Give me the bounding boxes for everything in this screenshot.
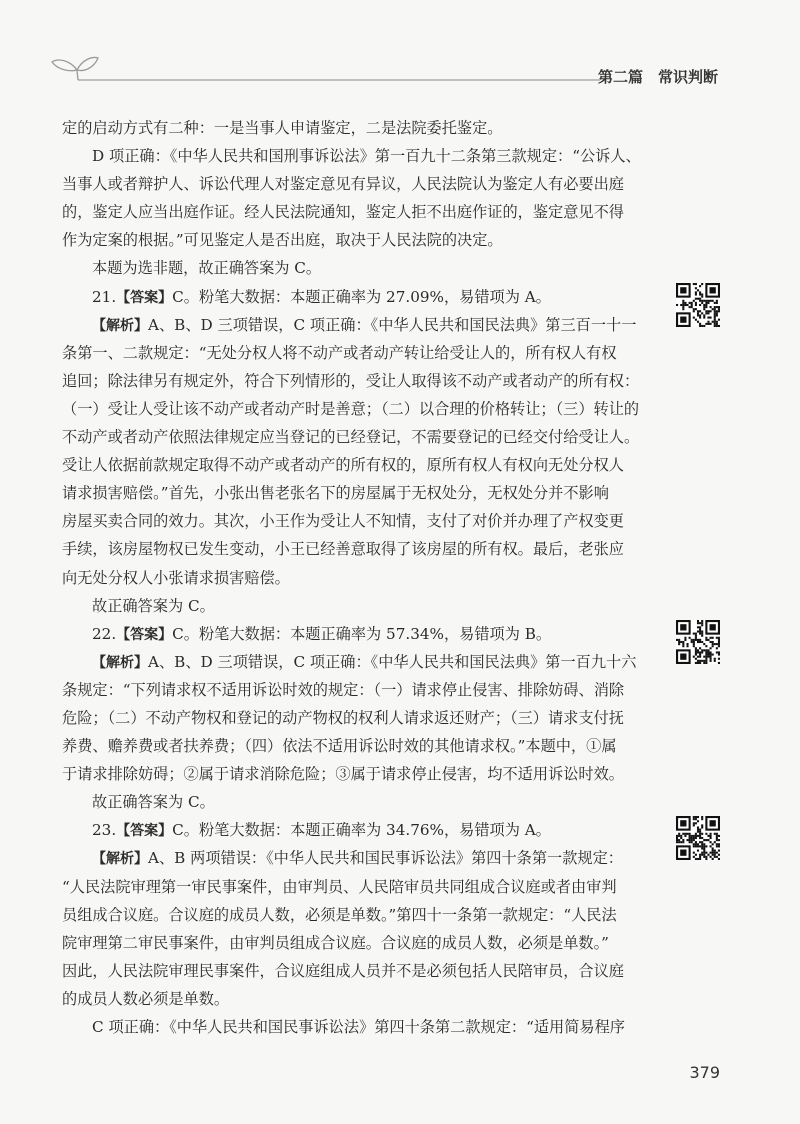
qr-code-21-icon	[676, 283, 720, 327]
page-header	[0, 0, 800, 100]
line-text: 故正确答案为 C。	[92, 596, 215, 615]
text-line	[62, 507, 656, 535]
line-text: 手续，该房屋物权已发生变动，小王已经善意取得了该房屋的所有权。最后，老张应	[62, 540, 624, 559]
line-text: 的成员人数必须是单数。	[62, 989, 230, 1008]
analysis-label: 【解析】	[92, 654, 148, 671]
text-line	[62, 873, 656, 901]
text-line	[62, 142, 656, 170]
text-line	[62, 226, 656, 254]
text-line	[62, 816, 656, 844]
line-text: 养费、赡养费或者扶养费；（四）依法不适用诉讼时效的其他请求权。”本题中，①属	[62, 737, 617, 756]
section-title: 第二篇 常识判断	[597, 68, 718, 86]
page-number: 379	[689, 1063, 720, 1082]
leaf-sprout-icon	[52, 58, 98, 81]
text-line	[62, 564, 656, 592]
answer-label: 【答案】	[116, 823, 173, 840]
text-line	[62, 704, 656, 732]
text-line	[62, 760, 656, 788]
text-line	[62, 957, 656, 985]
text-line	[62, 732, 656, 760]
text-line	[62, 395, 656, 423]
line-text: 于请求排除妨碍；②属于请求消除危险；③属于请求停止侵害，均不适用诉讼时效。	[62, 765, 624, 784]
text-line	[62, 423, 656, 451]
answer-label: 【答案】	[116, 626, 173, 643]
text-line	[62, 985, 656, 1013]
text-line	[62, 844, 656, 872]
answer-label: 【答案】	[116, 289, 173, 306]
qr-code-22-icon	[676, 620, 720, 664]
line-text: A、B 两项错误：《中华人民共和国民事诉讼法》第四十条第一款规定：	[148, 849, 623, 868]
text-line	[62, 901, 656, 929]
line-text: 追回；除法律另有规定外，符合下列情形的，受让人取得该不动产或者动产的所有权：	[62, 371, 640, 390]
line-text: “人民法院审理第一审民事案件，由审判员、人民陪审员共同组成合议庭或者由审判	[62, 877, 617, 896]
qr-code-23-icon	[676, 816, 720, 860]
text-line	[62, 929, 656, 957]
line-text: C。粉笔大数据：本题正确率为 57.34%，易错项为 B。	[172, 624, 552, 643]
question-number: 23.	[92, 821, 117, 840]
text-line	[62, 592, 656, 620]
text-line	[62, 451, 656, 479]
question-number: 22.	[92, 624, 117, 643]
line-text: A、B、D 三项错误，C 项正确：《中华人民共和国民法典》第三百一十一	[148, 315, 637, 334]
line-text: 向无处分权人小张请求损害赔偿。	[62, 568, 290, 587]
line-text: 的，鉴定人应当出庭作证。经人民法院通知，鉴定人拒不出庭作证的，鉴定意见不得	[62, 203, 624, 222]
line-text: 危险；（二）不动产物权和登记的动产物权的权利人请求返还财产；（三）请求支付抚	[62, 708, 624, 727]
text-line	[62, 367, 656, 395]
line-text: 当事人或者辩护人、诉讼代理人对鉴定意见有异议，人民法院认为鉴定人有必要出庭	[62, 175, 624, 194]
line-text: 请求损害赔偿。”首先，小张出售老张名下的房屋属于无权处分，无权处分并不影响	[62, 484, 609, 503]
document-body	[62, 114, 656, 1041]
question-number: 21.	[92, 287, 117, 306]
analysis-label: 【解析】	[92, 317, 148, 334]
line-text: 条规定：“下列请求权不适用诉讼时效的规定：（一）请求停止侵害、排除妨碍、消除	[62, 680, 625, 699]
line-text: 作为定案的根据。”可见鉴定人是否出庭，取决于人民法院的决定。	[62, 231, 503, 250]
text-line	[62, 254, 656, 282]
line-text: 院审理第二审民事案件，由审判员组成合议庭。合议庭的成员人数，必须是单数。”	[62, 933, 609, 952]
line-text: 故正确答案为 C。	[92, 793, 215, 812]
line-text: A、B、D 三项错误，C 项正确：《中华人民共和国民法典》第一百九十六	[148, 652, 637, 671]
text-line	[62, 788, 656, 816]
text-line	[62, 311, 656, 339]
text-line	[62, 620, 656, 648]
line-text: （一）受让人受让该不动产或者动产时是善意；（二）以合理的价格转让；（三）转让的	[62, 399, 640, 418]
line-text: 房屋买卖合同的效力。其次，小王作为受让人不知情，支付了对价并办理了产权变更	[62, 512, 624, 531]
text-line	[62, 648, 656, 676]
text-line	[62, 1013, 656, 1041]
text-line	[62, 170, 656, 198]
line-text: 本题为选非题，故正确答案为 C。	[92, 259, 322, 278]
line-text: 定的启动方式有二种：一是当事人申请鉴定，二是法院委托鉴定。	[62, 119, 503, 137]
text-line	[62, 339, 656, 367]
line-text: C。粉笔大数据：本题正确率为 34.76%，易错项为 A。	[172, 821, 551, 840]
analysis-label: 【解析】	[92, 851, 148, 868]
line-text: 受让人依据前款规定取得不动产或者动产的所有权的，原所有权人有权向无处分权人	[62, 456, 624, 475]
text-line	[62, 676, 656, 704]
text-line	[62, 198, 656, 226]
line-text: 因此，人民法院审理民事案件，合议庭组成人员并不是必须包括人民陪审员，合议庭	[62, 961, 624, 980]
text-line	[62, 479, 656, 507]
text-line	[62, 114, 656, 142]
line-text: C。粉笔大数据：本题正确率为 27.09%，易错项为 A。	[172, 287, 551, 306]
line-text: D 项正确：《中华人民共和国刑事诉讼法》第一百九十二条第三款规定：“公诉人、	[92, 147, 641, 166]
line-text: 条第一、二款规定：“无处分权人将不动产或者动产转让给受让人的，所有权人有权	[62, 343, 617, 362]
text-line	[62, 535, 656, 563]
line-text: 员组成合议庭。合议庭的成员人数，必须是单数。”第四十一条第一款规定：“人民法	[62, 905, 617, 924]
line-text: C 项正确：《中华人民共和国民事诉讼法》第四十条第二款规定：“适用简易程序	[92, 1018, 625, 1036]
text-line	[62, 283, 656, 311]
line-text: 不动产或者动产依照法律规定应当登记的已经登记，不需要登记的已经交付给受让人。	[62, 428, 640, 447]
